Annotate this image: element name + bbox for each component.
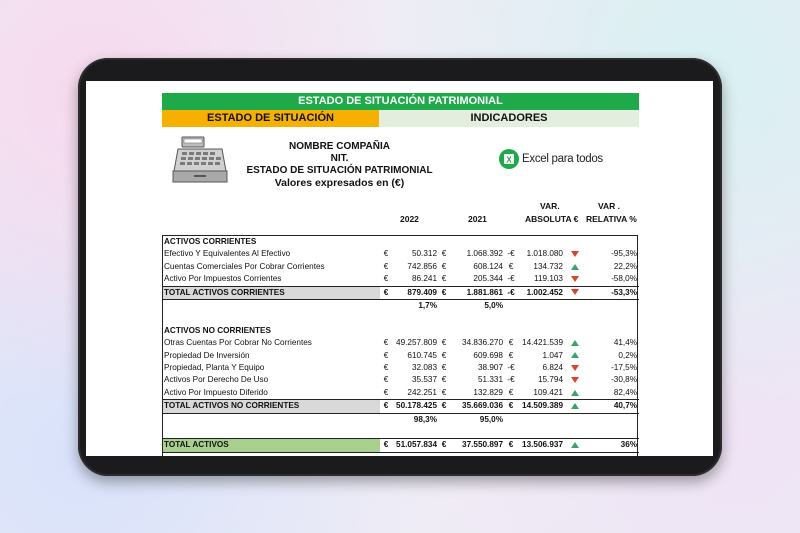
col-var-rel-1: VAR . [598,201,621,211]
currency-2021[interactable]: € [441,387,447,397]
value-var-absolute[interactable]: 1.047 [542,350,563,360]
percent-2021[interactable]: 5,0% [484,301,503,311]
col-var-rel-2: RELATIVA % [586,214,637,224]
value-var-absolute[interactable]: 134.732 [533,261,563,271]
value-2022[interactable]: 879.409 [392,286,439,299]
value-var-relative[interactable]: -58,0% [611,274,638,284]
arrow-up-icon [571,442,579,448]
table-row [162,362,639,374]
value-2022[interactable]: 32.083 [411,363,437,373]
value-2021[interactable]: 608.124 [473,261,503,271]
value-2021[interactable]: 37.550.897 [449,439,505,452]
value-2022[interactable]: 50.312 [411,249,437,259]
table-row [162,312,639,324]
company-name: NOMBRE COMPAÑIA [289,141,390,152]
col-2021: 2021 [468,214,487,224]
row-label[interactable]: TOTAL ACTIVOS [162,439,380,452]
currency-2022[interactable]: € [380,439,392,452]
value-2022[interactable]: 242.251 [407,387,437,397]
value-2022[interactable]: 51.057.834 [392,439,439,452]
percent-2021[interactable]: 95,0% [479,414,503,424]
trend-cell[interactable] [565,273,585,286]
value-2021[interactable]: 51.331 [477,375,503,385]
blank-cell[interactable] [505,413,639,426]
value-var-relative[interactable]: -30,8% [611,375,638,385]
currency-2022[interactable]: € [383,261,389,271]
blank-cell[interactable] [439,300,449,313]
blank-cell[interactable] [162,312,639,324]
row-label[interactable]: Activos Por Derecho De Uso [164,375,269,385]
col-var-abs-1: VAR. [540,201,560,211]
percent-2022[interactable]: 98,3% [413,414,437,424]
trend-cell[interactable] [565,350,585,362]
blank-cell[interactable] [162,426,639,439]
value-var-relative[interactable]: -17,5% [611,363,638,373]
value-var-relative[interactable]: 0,2% [618,350,638,360]
value-var-absolute[interactable]: 14.509.389 [517,400,565,413]
currency-2022[interactable]: € [383,363,389,373]
value-var-absolute[interactable]: 109.421 [533,387,563,397]
arrow-down-icon [571,289,579,295]
currency-2021[interactable]: € [441,363,447,373]
value-2021[interactable]: 34.836.270 [462,338,503,348]
table-row [162,400,639,413]
value-var-relative[interactable]: 22,2% [613,261,638,271]
value-2022[interactable]: 35.537 [411,375,437,385]
table-row [162,273,639,286]
percent-2022[interactable]: 1,7% [418,301,437,311]
currency-var[interactable]: € [508,338,514,348]
arrow-down-icon [571,251,579,257]
tab-indicadores[interactable]: INDICADORES [379,110,639,127]
currency-var[interactable]: € [505,400,517,413]
table-row [162,350,639,362]
currency-2021[interactable]: € [439,400,449,413]
trend-cell[interactable] [565,286,585,299]
row-label[interactable]: Propiedad, Planta Y Equipo [164,363,265,373]
units-note: Valores expresados en (€) [274,177,405,189]
currency-2022[interactable]: € [383,274,389,284]
value-var-relative[interactable]: 41,4% [613,338,638,348]
table-row [162,374,639,386]
value-var-absolute[interactable]: 13.506.937 [517,439,565,452]
trend-cell[interactable] [565,337,585,349]
value-2021[interactable]: 609.698 [473,350,503,360]
excel-para-todos-logo [499,149,603,169]
currency-2021[interactable]: € [439,286,449,299]
value-var-absolute[interactable]: 119.103 [534,274,563,284]
value-2021[interactable]: 38.907 [477,363,503,373]
value-var-relative[interactable]: -95,3% [611,249,638,259]
col-2022: 2022 [400,214,419,224]
balance-table [162,236,639,453]
blank-cell[interactable] [505,300,639,313]
currency-var[interactable]: -€ [505,286,517,299]
table-row [162,337,639,349]
company-nit: NIT. [330,153,349,164]
value-2022[interactable]: 50.178.425 [392,400,439,413]
table-row [162,426,639,439]
currency-var[interactable]: € [508,261,514,271]
value-var-relative[interactable]: 40,7% [585,400,639,413]
blank-cell[interactable] [162,300,392,313]
logo-text: Excel para todos [522,153,603,165]
currency-2021[interactable]: € [441,338,447,348]
sheet-tabs [162,110,639,127]
currency-var[interactable]: -€ [507,274,515,284]
blank-cell[interactable] [162,413,392,426]
value-var-relative[interactable]: 82,4% [613,387,638,397]
trend-cell[interactable] [565,400,585,413]
table-row [162,286,639,299]
arrow-up-icon [571,352,579,358]
currency-var[interactable]: € [505,439,517,452]
value-var-absolute[interactable]: 6.824 [542,363,563,373]
currency-var[interactable]: -€ [507,363,515,373]
currency-2022[interactable]: € [383,387,389,397]
currency-2021[interactable]: € [439,439,449,452]
value-2021[interactable]: 205.344 [473,274,503,284]
tab-estado-situacion[interactable]: ESTADO DE SITUACIÓN [162,110,379,127]
value-2022[interactable]: 49.257.809 [396,338,437,348]
currency-2021[interactable]: € [441,249,447,259]
excel-logo-icon [499,149,519,169]
col-var-abs-2: ABSOLUTA € [525,214,579,224]
sheet-title: ESTADO DE SITUACIÓN PATRIMONIAL [162,93,639,110]
currency-2022[interactable]: € [383,375,389,385]
currency-var[interactable]: -€ [507,375,515,385]
table-row [162,261,639,273]
spreadsheet [162,93,639,450]
row-label[interactable]: Activo Por Impuestos Corrientes [164,274,282,284]
currency-2022[interactable]: € [383,338,389,348]
value-var-absolute[interactable]: 14.421.539 [522,338,563,348]
row-label[interactable]: TOTAL ACTIVOS CORRIENTES [162,286,380,299]
currency-2022[interactable]: € [383,249,389,259]
value-2021[interactable]: 1.068.392 [466,249,503,259]
table-row [162,387,639,400]
value-2021[interactable]: 132.829 [473,387,503,397]
currency-var[interactable]: € [508,387,514,397]
tablet-screen [86,81,713,456]
arrow-up-icon [571,390,579,396]
table-row [162,248,639,260]
arrow-up-icon [571,403,579,409]
table-row [162,439,639,452]
value-2022[interactable]: 742.856 [407,261,437,271]
trend-cell[interactable] [565,387,585,400]
currency-2022[interactable]: € [383,350,389,360]
logo-mark-letter: X [506,155,512,165]
section-heading[interactable]: ACTIVOS NO CORRIENTES [164,325,271,335]
row-label[interactable]: Otras Cuentas Por Cobrar No Corrientes [164,338,312,348]
trend-cell[interactable] [565,362,585,374]
row-label[interactable]: Propiedad De Inversión [164,350,250,360]
section-heading[interactable]: ACTIVOS CORRIENTES [164,237,257,246]
row-label[interactable]: Activo Por Impuesto Diferido [164,387,268,397]
table-row [162,236,639,248]
arrow-up-icon [571,264,579,270]
currency-var[interactable]: -€ [507,249,515,259]
currency-2022[interactable]: € [380,400,392,413]
value-var-relative[interactable]: -53,3% [585,286,639,299]
trend-cell[interactable] [565,248,585,260]
currency-2021[interactable]: € [441,274,447,284]
trend-cell[interactable] [565,439,585,452]
blank-cell[interactable] [439,413,449,426]
column-headers [162,201,639,231]
row-label[interactable]: Efectivo Y Equivalentes Al Efectivo [164,249,291,259]
currency-2021[interactable]: € [441,375,447,385]
statement-title: ESTADO DE SITUACIÓN PATRIMONIAL [246,165,433,176]
row-label[interactable]: Cuentas Comerciales Por Cobrar Corrientes [164,261,325,271]
arrow-up-icon [571,340,579,346]
table-row [162,413,639,426]
value-2022[interactable]: 610.745 [407,350,437,360]
trend-cell[interactable] [565,261,585,273]
row-label[interactable]: TOTAL ACTIVOS NO CORRIENTES [162,400,380,413]
table-row [162,325,639,337]
currency-2022[interactable]: € [380,286,392,299]
value-2021[interactable]: 35.669.036 [449,400,505,413]
value-2021[interactable]: 1.881.861 [449,286,505,299]
value-var-relative[interactable]: 36% [585,439,639,452]
arrow-down-icon [571,365,579,371]
value-var-absolute[interactable]: 1.018.080 [526,249,563,259]
value-var-absolute[interactable]: 15.794 [537,375,563,385]
currency-var[interactable]: € [508,350,514,360]
value-2022[interactable]: 86.241 [411,274,437,284]
table-row [162,300,639,313]
trend-cell[interactable] [565,374,585,386]
currency-2021[interactable]: € [441,350,447,360]
arrow-down-icon [571,276,579,282]
company-header [202,141,477,189]
currency-2021[interactable]: € [441,261,447,271]
arrow-down-icon [571,377,579,383]
value-var-absolute[interactable]: 1.002.452 [517,286,565,299]
